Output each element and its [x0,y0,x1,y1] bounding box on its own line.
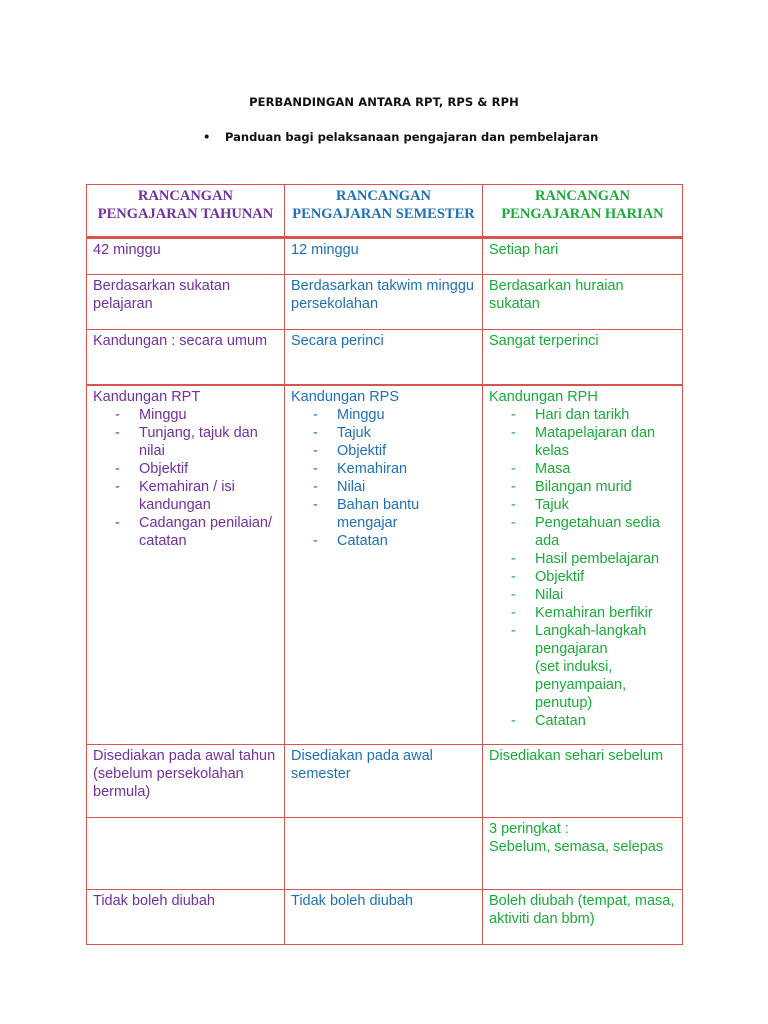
table-row [87,385,683,745]
table-row [87,745,683,818]
contents-list-rps [291,406,476,550]
list-item: - Catatan [313,532,476,550]
list-item: - Kemahiran berfikir [511,604,676,622]
list-item: - Cadangan penilaian/ catatan [115,514,278,550]
list-item: - Tajuk [313,424,476,442]
list-item: - Objektif [313,442,476,460]
table-row [87,818,683,890]
list-item: - Kemahiran [313,460,476,478]
contents-list-rph [489,406,676,730]
header-rpt: RANCANGAN PENGAJARAN TAHUNAN [87,185,285,238]
contents-heading-rph: Kandungan RPH [489,388,598,405]
cell-duration-rps: 12 minggu [285,238,483,275]
comparison-table [86,184,683,945]
list-item: - Bilangan murid [511,478,676,496]
list-item: - Tunjang, tajuk dan nilai [115,424,278,460]
list-item: - Nilai [313,478,476,496]
bullet-icon: • [203,130,211,144]
list-item: - Masa [511,460,676,478]
header-rph: RANCANGAN PENGAJARAN HARIAN [483,185,683,238]
list-item-label: Langkah-langkah pengajaran [535,622,647,657]
cell-duration-rpt: 42 minggu [87,238,285,275]
list-item: - Bahan bantu mengajar [313,496,476,532]
bullet-text: Panduan bagi pelaksanaan pengajaran dan pembelajaran [225,130,599,144]
table-header-row [87,185,683,238]
list-item: - Objektif [115,460,278,478]
levels-line-2: Sebelum, semasa, selepas [489,839,664,855]
table-row [87,238,683,275]
cell-changeable-rph: Boleh diubah (tempat, masa, aktiviti dan bbm) [483,890,683,945]
contents-heading-rps: Kandungan RPS [291,388,400,405]
table-row [87,890,683,945]
steps-note: (set induksi, penyampaian, penutup) [535,658,627,711]
cell-prepared-rph: Disediakan sehari sebelum [483,745,683,818]
cell-contents-rph [483,385,683,745]
list-item: - Kemahiran / isi kandungan [115,478,278,514]
cell-changeable-rpt: Tidak boleh diubah [87,890,285,945]
cell-basis-rpt: Berdasarkan sukatan pelajaran [87,275,285,330]
list-item: - Tajuk [511,496,676,514]
list-item: - Matapelajaran dan kelas [511,424,676,460]
list-item: - Hari dan tarikh [511,406,676,424]
contents-heading-rpt: Kandungan RPT [93,388,201,405]
table-row [87,330,683,385]
cell-levels-rps [285,818,483,890]
cell-contents-rpt [87,385,285,745]
cell-basis-rps: Berdasarkan takwim minggu persekolahan [285,275,483,330]
bullet-point [203,130,598,144]
table-row [87,275,683,330]
cell-detail-rph: Sangat terperinci [483,330,683,385]
cell-levels-rph [483,818,683,890]
levels-line-1: 3 peringkat : [489,821,569,837]
list-item: - Catatan [511,712,676,730]
cell-levels-rpt [87,818,285,890]
cell-changeable-rps: Tidak boleh diubah [285,890,483,945]
list-item: - Objektif [511,568,676,586]
list-item: - Minggu [313,406,476,424]
list-item: - Hasil pembelajaran [511,550,676,568]
cell-detail-rpt: Kandungan : secara umum [87,330,285,385]
document-title: PERBANDINGAN ANTARA RPT, RPS & RPH [249,95,519,109]
list-item: - Minggu [115,406,278,424]
cell-contents-rps [285,385,483,745]
cell-detail-rps: Secara perinci [285,330,483,385]
header-rps: RANCANGAN PENGAJARAN SEMESTER [285,185,483,238]
list-item: - Pengetahuan sedia ada [511,514,676,550]
contents-list-rpt [93,406,278,550]
cell-prepared-rpt: Disediakan pada awal tahun (sebelum persekolahan bermula) [87,745,285,818]
list-item: - Nilai [511,586,676,604]
cell-basis-rph: Berdasarkan huraian sukatan [483,275,683,330]
cell-prepared-rps: Disediakan pada awal semester [285,745,483,818]
cell-duration-rph: Setiap hari [483,238,683,275]
list-item [511,622,676,712]
